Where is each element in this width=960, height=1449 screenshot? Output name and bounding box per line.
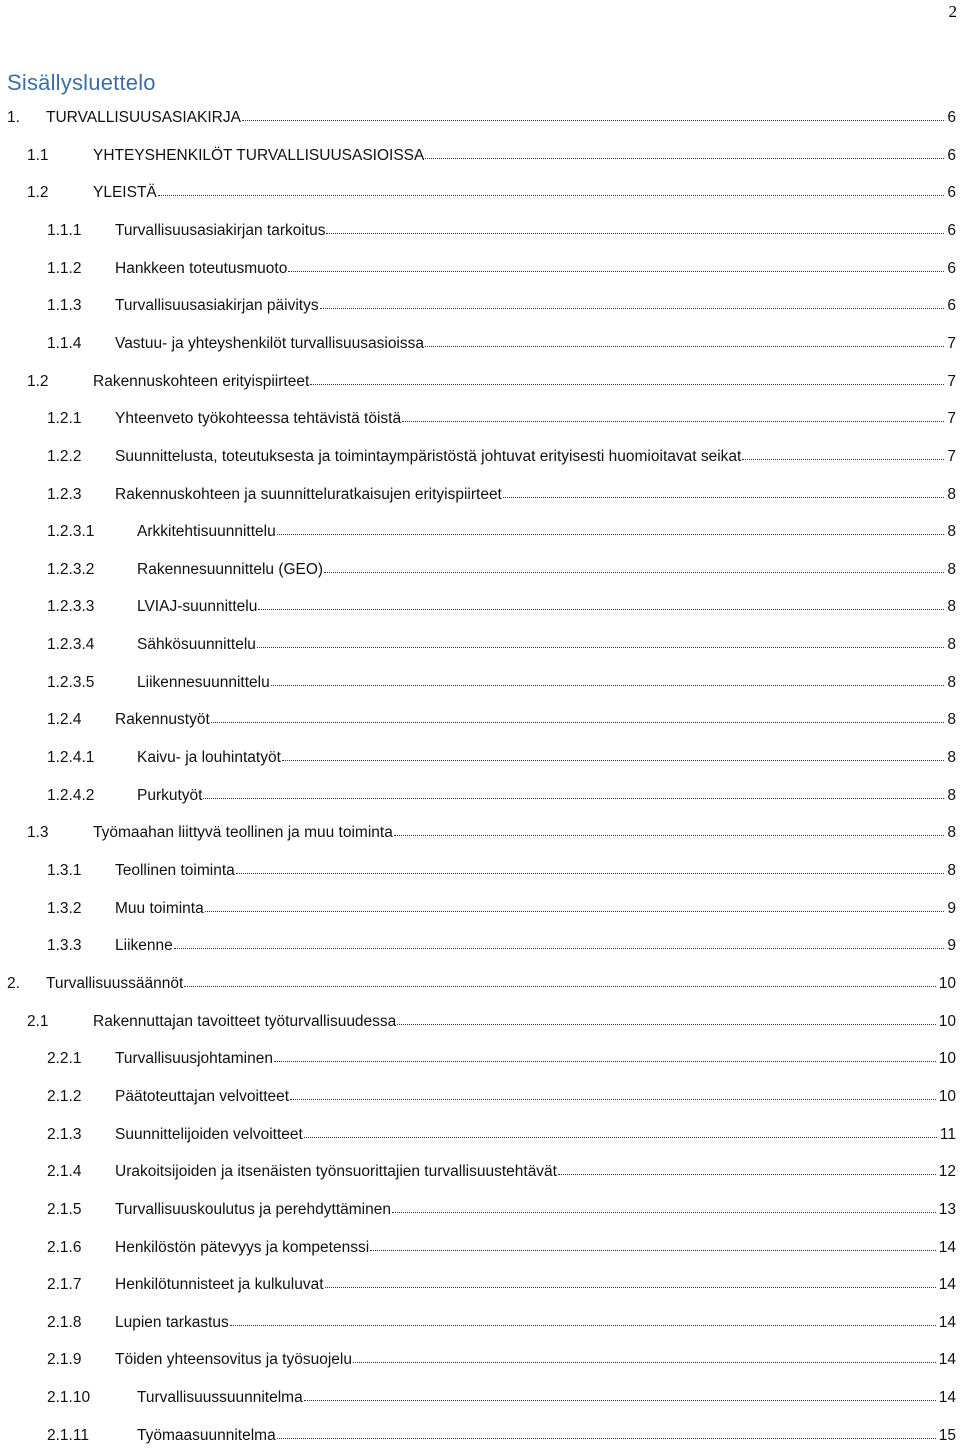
toc-entry-label: Henkilöstön pätevyys ja kompetenssi <box>115 1238 370 1256</box>
toc-entry-page: 8 <box>947 598 956 616</box>
toc-entry-label: Muu toiminta <box>115 899 204 917</box>
dot-leader <box>203 797 944 799</box>
toc-entry[interactable] <box>47 519 956 545</box>
toc-entry-page: 10 <box>938 974 956 992</box>
toc-entry-number: 1.2.3.2 <box>47 560 95 578</box>
toc-entry[interactable] <box>47 594 956 620</box>
toc-entry-label: Turvallisuusasiakirjan päivitys <box>115 297 319 315</box>
toc-entry-label: Teollinen toiminta <box>115 862 235 879</box>
toc-entry-number: 2.1.5 <box>47 1200 82 1218</box>
toc-entry-page: 13 <box>938 1200 956 1218</box>
toc-entry-page: 14 <box>938 1276 956 1294</box>
toc-entry[interactable] <box>27 180 956 206</box>
toc-entry-label: Rakennuskohteen erityispiirteet <box>93 372 310 390</box>
toc-entry-label: Työmaasuunnitelma <box>137 1426 276 1444</box>
dot-leader <box>304 1399 936 1401</box>
toc-entry[interactable] <box>47 1347 956 1373</box>
toc-entry-page: 8 <box>947 824 956 842</box>
toc-entry-page: 14 <box>938 1389 956 1407</box>
toc-entry[interactable] <box>47 1385 956 1411</box>
toc-entry[interactable] <box>7 971 956 997</box>
toc-entry-label: Kaivu- ja louhintatyöt <box>137 749 281 767</box>
toc-entry[interactable] <box>47 745 956 771</box>
toc-entry[interactable] <box>47 557 956 583</box>
toc-entry-number: 1.2.4.1 <box>47 749 95 767</box>
toc-entry-label: Rakennuskohteen ja suunnitteluratkaisujen erityispiirteet <box>115 485 502 503</box>
toc-entry-label: Henkilötunnisteet ja kulkuluvat <box>115 1276 324 1294</box>
toc-entry-page: 9 <box>947 937 956 955</box>
toc-entry-number: 1.1.2 <box>47 259 82 277</box>
dot-leader <box>271 684 945 686</box>
dot-leader <box>274 1060 936 1062</box>
dot-leader <box>288 270 944 272</box>
toc-entry-number: 2. <box>7 974 20 992</box>
toc-entry-number: 1.1 <box>27 146 49 164</box>
toc-entry-page: 7 <box>947 372 956 390</box>
dot-leader <box>397 1023 935 1025</box>
dot-leader <box>370 1249 936 1251</box>
toc-entry-number: 1.1.4 <box>47 334 82 352</box>
toc-entry-page: 15 <box>938 1426 956 1444</box>
toc-entry[interactable] <box>27 369 956 395</box>
toc-entry-number: 2.2.1 <box>47 1050 82 1068</box>
toc-entry-label: Purkutyöt <box>137 786 203 804</box>
toc-entry-number: 1.2.3 <box>47 485 82 503</box>
toc-entry-page: 8 <box>947 523 956 541</box>
toc-entry-number: 2.1.11 <box>47 1426 89 1444</box>
toc-entry-page: 8 <box>947 786 956 804</box>
toc-entry[interactable] <box>47 444 956 470</box>
toc-entry-label: Turvallisuusjohtaminen <box>115 1050 273 1068</box>
dot-leader <box>211 721 945 723</box>
toc-entry-number: 1.2.2 <box>47 447 82 465</box>
toc-entry[interactable] <box>47 293 956 319</box>
toc-entry-label: Sähkösuunnittelu <box>137 636 256 654</box>
toc-entry[interactable] <box>47 1046 956 1072</box>
toc-entry-label: Suunnittelusta, toteutuksesta ja toimintaympäristöstä johtuvat erityisesti huomioitavat seikat <box>115 447 742 465</box>
dot-leader <box>326 232 944 234</box>
toc-entry[interactable] <box>47 896 956 922</box>
toc-entry-page: 6 <box>947 221 956 239</box>
dot-leader <box>320 307 945 309</box>
toc-entry-page: 10 <box>938 1050 956 1068</box>
toc-entry-page: 7 <box>947 410 956 428</box>
toc-entry[interactable] <box>47 1235 956 1261</box>
toc-entry-number: 2.1.10 <box>47 1389 91 1407</box>
toc-entry-page: 6 <box>947 297 956 315</box>
toc-entry-number: 1.2.3.1 <box>47 523 95 541</box>
toc-entry[interactable] <box>47 331 956 357</box>
dot-leader <box>230 1324 936 1326</box>
toc-entry[interactable] <box>47 1272 956 1298</box>
dot-leader <box>742 458 944 460</box>
toc-entry-label: Suunnittelijoiden velvoitteet <box>115 1125 303 1143</box>
toc-entry-label: YLEISTÄ <box>93 184 157 202</box>
toc-entry[interactable] <box>27 1009 956 1035</box>
toc-entry-number: 2.1.2 <box>47 1087 82 1105</box>
toc-entry-number: 1. <box>7 109 20 126</box>
toc-entry-number: 1.2.3.4 <box>47 636 95 654</box>
dot-leader <box>242 119 944 121</box>
dot-leader <box>402 420 944 422</box>
dot-leader <box>425 157 944 159</box>
toc-entry[interactable] <box>47 933 956 959</box>
toc-entry-label: Liikenne <box>115 937 173 955</box>
dot-leader <box>503 496 945 498</box>
toc-entry-label: Turvallisuusasiakirjan tarkoitus <box>115 221 326 239</box>
toc-entry[interactable] <box>47 670 956 696</box>
page-number: 2 <box>948 2 957 21</box>
dot-leader <box>205 910 945 912</box>
toc-entry-label: Rakennesuunnittelu (GEO) <box>137 560 324 578</box>
toc-entry[interactable] <box>7 105 956 131</box>
toc-entry-number: 2.1.9 <box>47 1351 82 1369</box>
toc-entry-page: 8 <box>947 560 956 578</box>
dot-leader <box>282 759 944 761</box>
toc-entry-number: 1.2.4 <box>47 711 82 729</box>
toc-entry-label: Vastuu- ja yhteyshenkilöt turvallisuusasioissa <box>115 334 425 352</box>
dot-leader <box>304 1136 937 1138</box>
toc-entry-number: 1.1.3 <box>47 297 82 315</box>
toc-entry-label: Päätoteuttajan velvoitteet <box>115 1087 290 1105</box>
toc-entry-page: 8 <box>947 673 956 691</box>
toc-title: Sisällysluettelo <box>7 70 156 95</box>
toc-entry[interactable] <box>47 1122 956 1148</box>
toc-entry-number: 2.1.8 <box>47 1313 82 1331</box>
toc-entry-number: 1.2.1 <box>47 410 82 428</box>
dot-leader <box>257 646 944 648</box>
toc-entry-page: 7 <box>947 447 956 465</box>
toc-entry-label: TURVALLISUUSASIAKIRJA <box>46 109 241 126</box>
toc-entry-number: 1.2 <box>27 372 49 390</box>
dot-leader <box>277 1437 936 1439</box>
toc-entry[interactable] <box>47 406 956 432</box>
dot-leader <box>425 345 944 347</box>
toc-entry-number: 2.1 <box>27 1012 49 1030</box>
toc-entry-number: 1.2.4.2 <box>47 786 95 804</box>
toc-entry-page: 6 <box>947 109 956 126</box>
dot-leader <box>258 608 944 610</box>
dot-leader <box>290 1098 936 1100</box>
toc-entry-label: Yhteenveto työkohteessa tehtävistä töistä <box>115 410 402 428</box>
toc-entry[interactable] <box>47 783 956 809</box>
toc-entry-page: 14 <box>938 1313 956 1331</box>
dot-leader <box>392 1211 936 1213</box>
toc-entry[interactable] <box>47 632 956 658</box>
toc-entry-page: 7 <box>947 334 956 352</box>
dot-leader <box>558 1173 936 1175</box>
toc-entry-page: 11 <box>939 1125 956 1143</box>
toc-entry-page: 8 <box>947 749 956 767</box>
toc-entry-label: Hankkeen toteutusmuoto <box>115 259 288 277</box>
toc-entry-label: Turvallisuussäännöt <box>46 974 184 992</box>
toc-entry-page: 9 <box>947 899 956 917</box>
toc-entry-label: Lupien tarkastus <box>115 1313 229 1331</box>
toc-entry-label: Arkkitehtisuunnittelu <box>137 523 276 541</box>
dot-leader <box>310 383 944 385</box>
toc-entry[interactable] <box>47 218 956 244</box>
toc-entry[interactable] <box>47 707 956 733</box>
dot-leader <box>324 571 944 573</box>
toc-entry[interactable] <box>47 482 956 508</box>
toc-entry[interactable] <box>47 256 956 282</box>
toc-entry-number: 1.3.1 <box>47 862 82 879</box>
toc-entry-page: 8 <box>947 485 956 503</box>
dot-leader <box>277 533 945 535</box>
toc-entry-number: 1.2.3.5 <box>47 673 95 691</box>
toc-entry-page: 6 <box>947 259 956 277</box>
toc-entry-page: 8 <box>947 862 956 879</box>
toc-entry-number: 2.1.3 <box>47 1125 82 1143</box>
toc-entry-label: LVIAJ-suunnittelu <box>137 598 258 616</box>
toc-entry-number: 1.2 <box>27 184 49 202</box>
toc-entry[interactable] <box>47 858 956 884</box>
toc-entry-page: 12 <box>938 1163 956 1181</box>
toc-entry-page: 6 <box>947 146 956 164</box>
toc-entry-page: 8 <box>947 711 956 729</box>
toc-entry-page: 10 <box>938 1012 956 1030</box>
toc-entry-label: Urakoitsijoiden ja itsenäisten työnsuorittajien turvallisuustehtävät <box>115 1163 557 1181</box>
toc-entry-label: Liikennesuunnittelu <box>137 673 270 691</box>
toc-entry[interactable] <box>47 1197 956 1223</box>
toc-entry-page: 6 <box>947 184 956 202</box>
toc-entry-number: 2.1.4 <box>47 1163 82 1181</box>
toc-entry-label: Rakennustyöt <box>115 711 210 729</box>
dot-leader <box>158 194 945 196</box>
toc-entry-number: 2.1.6 <box>47 1238 82 1256</box>
toc-entry-label: Rakennuttajan tavoitteet työturvallisuudessa <box>93 1012 397 1030</box>
toc-entry-label: YHTEYSHENKILÖT TURVALLISUUSASIOISSA <box>93 146 425 164</box>
toc-entry-label: Työmaahan liittyvä teollinen ja muu toiminta <box>93 824 393 842</box>
toc-entry[interactable] <box>47 1159 956 1185</box>
toc-entry-page: 10 <box>938 1087 956 1105</box>
dot-leader <box>236 872 945 874</box>
toc-entry-page: 14 <box>938 1238 956 1256</box>
dot-leader <box>353 1361 936 1363</box>
toc-entry-number: 1.1.1 <box>47 221 82 239</box>
toc-entry-page: 14 <box>938 1351 956 1369</box>
toc-entry-label: Töiden yhteensovitus ja työsuojelu <box>115 1351 352 1369</box>
toc-entry-number: 2.1.7 <box>47 1276 82 1294</box>
toc-entry-page: 8 <box>947 636 956 654</box>
toc-entry-number: 1.3.3 <box>47 937 82 955</box>
toc-entry-number: 1.3.2 <box>47 899 82 917</box>
toc-entry[interactable] <box>27 820 956 846</box>
dot-leader <box>325 1286 936 1288</box>
toc-entry-label: Turvallisuussuunnitelma <box>137 1389 303 1407</box>
dot-leader <box>184 985 935 987</box>
toc-entry-label: Turvallisuuskoulutus ja perehdyttäminen <box>115 1200 391 1218</box>
toc-entry[interactable] <box>47 1310 956 1336</box>
dot-leader <box>174 947 945 949</box>
toc-entry-number: 1.2.3.3 <box>47 598 95 616</box>
toc-entry[interactable] <box>27 143 956 169</box>
toc-entry-number: 1.3 <box>27 824 49 842</box>
dot-leader <box>394 834 945 836</box>
toc-entry[interactable] <box>47 1084 956 1110</box>
